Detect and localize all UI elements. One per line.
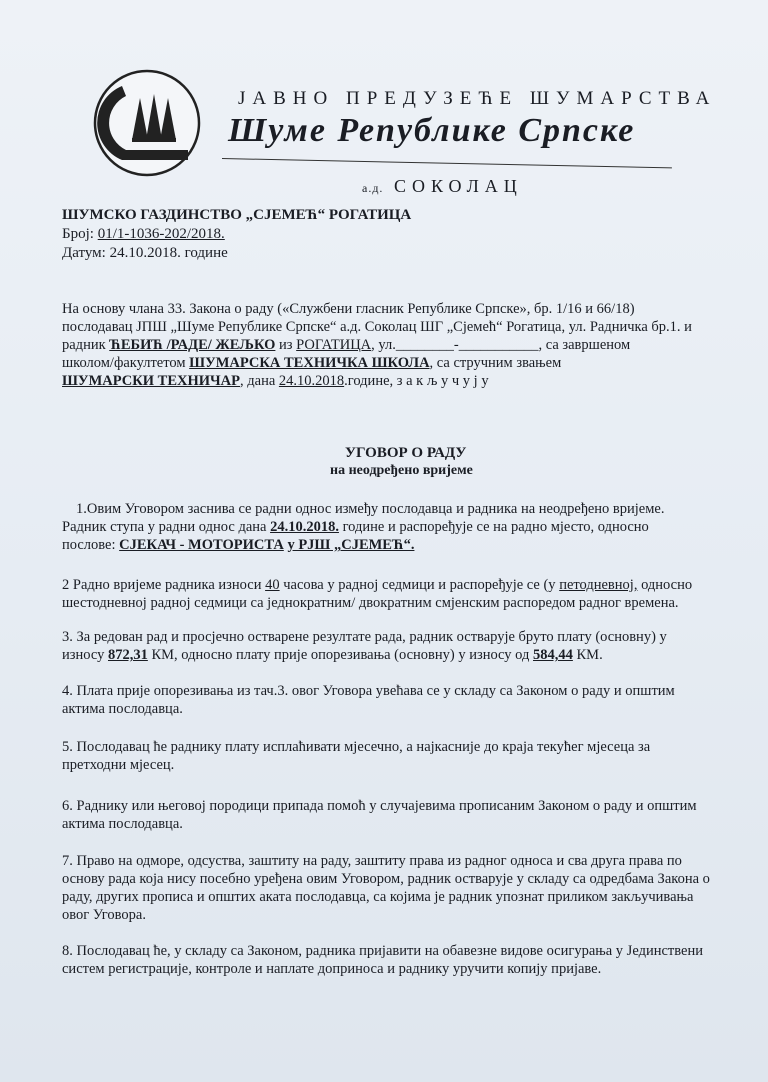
reference-number xyxy=(62,225,411,244)
org-name: ШУМСКО ГАЗДИНСТВО „СЈЕМЕЋ“ РОГАТИЦА xyxy=(62,207,412,223)
text: године и распоређује се на радно мјесто, односно xyxy=(342,519,649,535)
text: радник xyxy=(62,337,106,353)
school-name: ШУМАРСКА ТЕХНИЧКА ШКОЛА xyxy=(189,355,430,371)
intro-paragraph xyxy=(62,300,692,390)
header-company-name: Шуме Републике Српске xyxy=(228,112,636,149)
section-line: 3. За редован рад и просјечно остварене резултате рада, радник остварује бруто плату (основну) у xyxy=(62,629,667,645)
document-title: УГОВОР О РАДУ xyxy=(345,445,467,461)
section-line: систем регистрације, контроле и наплате доприноса и раднику уручити копију пријаве. xyxy=(62,961,602,977)
intro-line: На основу члана 33. Закона о раду («Службени гласник Републике Српске», бр. 1/16 и 66/18) xyxy=(62,301,635,317)
text: .године, з а к љ у ч у ј у xyxy=(344,373,489,389)
section-line xyxy=(62,536,664,554)
company-logo xyxy=(92,68,202,178)
work-unit: у РЈШ „СЈЕМЕЋ“. xyxy=(287,537,415,553)
text: школом/факултетом xyxy=(62,355,186,371)
header-top: ЈАВНО ПРЕДУЗЕЋЕ ШУМАРСТВА xyxy=(238,88,717,109)
document-date xyxy=(62,244,411,263)
start-date: 24.10.2018. xyxy=(270,519,339,535)
section-6 xyxy=(62,797,697,833)
employee-name: ЋЕБИЋ /РАДЕ/ ЖЕЉКО xyxy=(109,337,276,353)
text: односно xyxy=(641,577,693,593)
section-line: 4. Плата прије опорезивања из тач.3. овог Уговора увећава се у складу са Законом о раду и општим xyxy=(62,683,675,699)
section-3 xyxy=(62,628,667,664)
text: часова у радној седмици и распоређује се (у xyxy=(283,577,556,593)
section-line: овог Уговора. xyxy=(62,907,146,923)
text: послове: xyxy=(62,537,116,553)
section-line: 7. Право на одморе, одсуства, заштиту на раду, заштиту права из радног односа и сва друга права по xyxy=(62,853,682,869)
section-2 xyxy=(62,576,692,612)
text: износу xyxy=(62,647,105,663)
contract-date: 24.10.2018 xyxy=(278,373,345,389)
section-line: претходни мјесец. xyxy=(62,757,175,773)
datum-value: 24.10.2018. године xyxy=(109,245,228,261)
text: КМ. xyxy=(576,647,603,663)
section-8 xyxy=(62,942,703,978)
five-day-week: петодневној, xyxy=(559,577,638,593)
intro-line: послодавац ЈПШ „Шуме Републике Српске“ а.д. Соколац ШГ „Сјемећ“ Рогатица, ул. Радничка бр.1. и xyxy=(62,319,692,335)
section-line: 5. Послодавац ће раднику плату исплаћивати мјесечно, а најкасније до краја текућег мјесеца за xyxy=(62,739,651,755)
section-line xyxy=(62,646,667,664)
header-sub-city: СОКОЛАЦ xyxy=(393,176,523,196)
broj-value: 01/1-1036-202/2018. xyxy=(97,226,225,242)
text: , са стручним звањем xyxy=(429,355,562,371)
document-subtitle: на неодређено вријеме xyxy=(330,463,473,478)
text: Радник ступа у радни однос дана xyxy=(62,519,267,535)
header-sub xyxy=(362,176,523,197)
net-salary: 584,44 xyxy=(533,647,573,663)
gross-salary: 872,31 xyxy=(107,647,148,663)
section-line: раду, других прописа и општих аката послодавца, са којима је радник упознат приликом закључивања xyxy=(62,889,694,905)
intro-line xyxy=(62,336,692,354)
text: из xyxy=(279,337,293,353)
text: КМ, односно плату прије опорезивања (основну) у износу од xyxy=(151,647,530,663)
header-divider xyxy=(222,158,672,168)
section-line: актима послодавца. xyxy=(62,816,183,832)
header-sub-prefix: а.д. xyxy=(362,181,384,195)
document-meta xyxy=(62,206,411,263)
text: 2 Радно вријеме радника износи xyxy=(62,577,262,593)
section-line: 6. Раднику или његовој породици припада помоћ у случајевима прописаним Законом о раду и општим xyxy=(62,798,697,814)
intro-line xyxy=(62,372,692,390)
weekly-hours: 40 xyxy=(265,577,280,593)
section-4 xyxy=(62,682,675,718)
section-line: 1.Овим Уговором заснива се радни однос између послодавца и радника на неодређено вријеме. xyxy=(76,501,665,517)
section-line: актима послодавца. xyxy=(62,701,183,717)
broj-label: Број: xyxy=(62,226,94,242)
section-5 xyxy=(62,738,650,774)
text: , ул.________-___________, са завршеном xyxy=(371,337,631,353)
intro-line xyxy=(62,354,692,372)
section-line xyxy=(62,518,664,536)
section-line: основу рада која нису посебно уређена овим Уговором, радник остварује у складу са одредбама Закона о xyxy=(62,871,710,887)
section-7 xyxy=(62,852,710,924)
section-1 xyxy=(62,500,664,554)
employee-city: РОГАТИЦА xyxy=(296,337,372,353)
professional-title: ШУМАРСКИ ТЕХНИЧАР xyxy=(62,373,240,389)
datum-label: Датум: xyxy=(62,245,106,261)
section-line: шестодневној радној седмици са једнократним/ двократним смјенским распоредом радног времена. xyxy=(62,595,679,611)
text: , дана xyxy=(240,373,276,389)
job-title: СЈЕКАЧ - МОТОРИСТА xyxy=(119,537,284,553)
section-line xyxy=(62,576,692,594)
section-line: 8. Послодавац ће, у складу са Законом, радника пријавити на обавезне видове осигурања у Јединствени xyxy=(62,943,703,959)
